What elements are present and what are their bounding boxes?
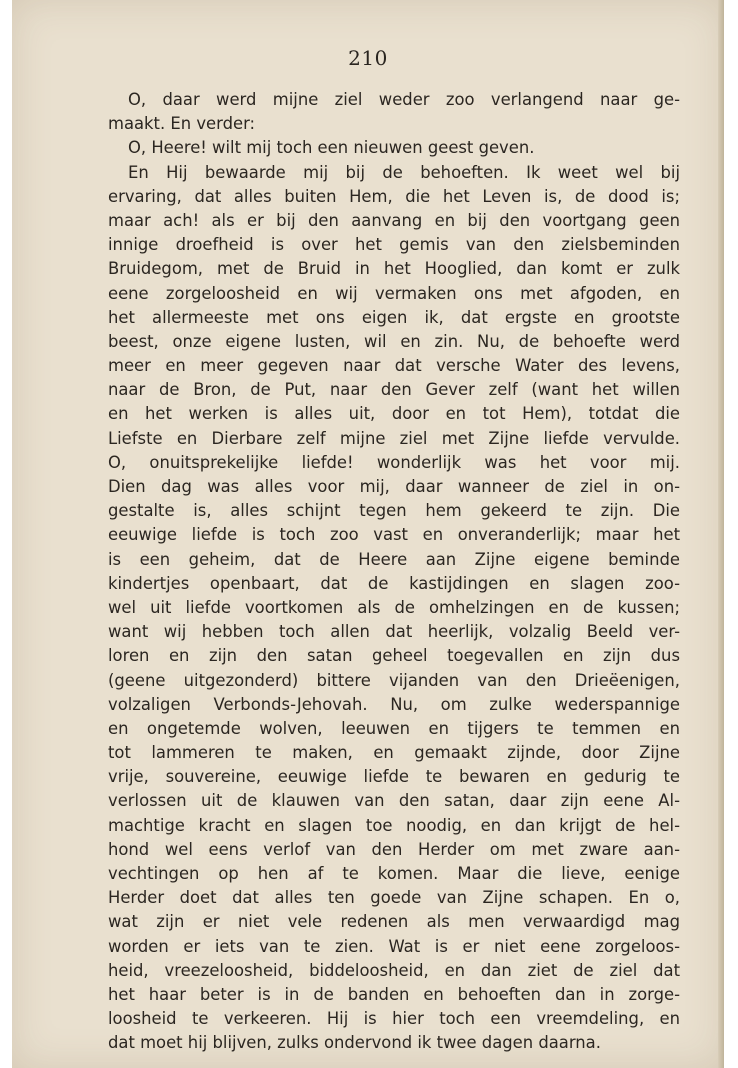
text-line: eene zorgeloosheid en wij vermaken ons met afgoden, en <box>108 283 680 303</box>
book-page <box>12 0 724 1068</box>
page-edge <box>718 0 724 1068</box>
text-line: dat moet hij blijven, zulks ondervond ik twee dagen daarna. <box>108 1033 601 1053</box>
text-line: volzaligen Verbonds-Jehovah. Nu, om zulke wederspannige <box>108 694 680 714</box>
text-line: heid, vreezeloosheid, biddeloosheid, en dan ziet de ziel dat <box>108 960 680 980</box>
text-line: naar de Bron, de Put, naar den Gever zelf (want het willen <box>108 380 680 400</box>
text-line: maakt. En verder: <box>108 114 256 134</box>
text-line: En Hij bewaarde mij bij de behoeften. Ik weet wel bij <box>128 162 680 182</box>
text-line: beest, onze eigene lusten, wil en zin. Nu, de behoefte werd <box>108 331 680 351</box>
text-line: maar ach! als er bij den aanvang en bij den voortgang geen <box>108 210 680 230</box>
text-line: O, Heere! wilt mij toch een nieuwen geest geven. <box>128 138 535 158</box>
text-line: en het werken is alles uit, door en tot Hem), totdat die <box>108 404 680 424</box>
text-line: Bruidegom, met de Bruid in het Hooglied, dan komt er zulk <box>108 259 680 279</box>
text-line: vechtingen op hen af te komen. Maar die lieve, eenige <box>108 864 680 883</box>
text-line: Liefste en Dierbare zelf mijne ziel met Zijne liefde vervulde. <box>108 428 680 448</box>
text-line: want wij hebben toch allen dat heerlijk, volzalig Beeld ver- <box>108 622 680 642</box>
text-line: verlossen uit de klauwen van den satan, daar zijn eene Al- <box>108 791 680 811</box>
text-line: het allermeeste met ons eigen ik, dat ergste en grootste <box>108 307 680 327</box>
text-line: loosheid te verkeeren. Hij is hier toch een vreemdeling, en <box>108 1009 680 1029</box>
text-line: wat zijn er niet vele redenen als men verwaardigd mag <box>108 912 680 932</box>
text-line: vrije, souvereine, eeuwige liefde te bewaren en gedurig te <box>108 767 680 787</box>
page-number: 210 <box>348 46 388 70</box>
text-line: machtige kracht en slagen toe noodig, en dan krijgt de hel- <box>108 815 680 835</box>
text-line: innige droefheid is over het gemis van den zielsbeminden <box>108 235 680 255</box>
text-line: loren en zijn den satan geheel toegevallen en zijn dus <box>108 646 680 666</box>
text-line: ervaring, dat alles buiten Hem, die het Leven is, de dood is; <box>108 186 680 206</box>
text-line: gestalte is, alles schijnt tegen hem gekeerd te zijn. Die <box>108 501 680 521</box>
text-line: kindertjes openbaart, dat de kastijdingen en slagen zoo- <box>108 573 680 593</box>
text-line: (geene uitgezonderd) bittere vijanden van den Drieëenigen, <box>108 670 680 690</box>
text-line: het haar beter is in de banden en behoeften dan in zorge- <box>108 984 680 1004</box>
text-line: worden er iets van te zien. Wat is er niet eene zorgeloos- <box>108 936 680 956</box>
text-line: Dien dag was alles voor mij, daar wanneer de ziel in on- <box>108 477 680 496</box>
text-line: O, daar werd mijne ziel weder zoo verlangend naar ge- <box>128 90 680 109</box>
text-line: hond wel eens verlof van den Herder om met zware aan- <box>108 839 680 859</box>
text-line: wel uit liefde voortkomen als de omhelzingen en de kussen; <box>108 597 680 617</box>
text-line: O, onuitsprekelijke liefde! wonderlijk was het voor mij. <box>108 452 680 472</box>
text-line: Herder doet dat alles ten goede van Zijne schapen. En o, <box>108 888 680 908</box>
text-line: is een geheim, dat de Heere aan Zijne eigene beminde <box>108 549 680 569</box>
text-line: tot lammeren te maken, en gemaakt zijnde, door Zijne <box>108 743 680 763</box>
text-line: en ongetemde wolven, leeuwen en tijgers te temmen en <box>108 718 680 738</box>
text-line: eeuwige liefde is toch zoo vast en onveranderlijk; maar het <box>108 525 680 545</box>
body-text <box>108 88 680 1056</box>
text-line: meer en meer gegeven naar dat versche Water des levens, <box>108 356 680 376</box>
